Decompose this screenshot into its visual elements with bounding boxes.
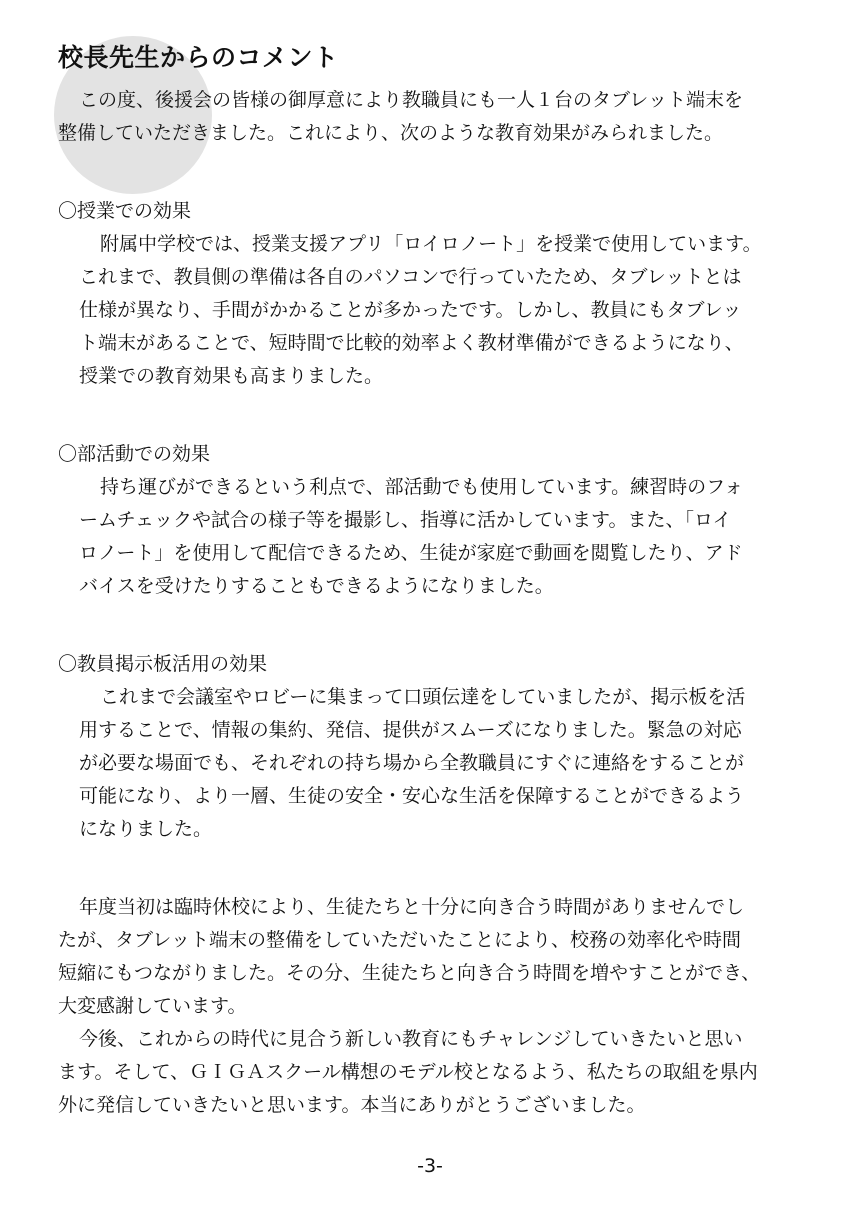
section-line: これまで、教員側の準備は各自のパソコンで行っていたため、タブレットとは (79, 266, 742, 288)
intro-line: 整備していただきました。これにより、次のような教育効果がみられました。 (58, 122, 724, 144)
section-line: ロノート」を使用して配信できるため、生徒が家庭で動画を閲覧したり、アド (79, 542, 743, 564)
closing-line: 大変感謝しています。 (58, 995, 247, 1017)
section-bulletin-board (58, 648, 814, 846)
section-heading: 〇部活動での効果 (58, 443, 211, 465)
closing-line: 外に発信していきたいと思います。本当にありがとうございました。 (58, 1094, 646, 1116)
section-line: ト端末があることで、短時間で比較的効率よく教材準備ができるようになり、 (79, 332, 744, 354)
section-line: 授業での教育効果も高まりました。 (79, 365, 384, 387)
section-line: これまで会議室やロビーに集まって口頭伝達をしていましたが、掲示板を活 (100, 686, 746, 708)
section-line: 用することで、情報の集約、発信、提供がスムーズになりました。緊急の対応 (79, 719, 742, 741)
intro-paragraph (58, 84, 814, 150)
closing-line: ます。そして、ＧＩＧＡスクール構想のモデル校となるよう、私たちの取組を県内 (58, 1061, 758, 1083)
section-line: 附属中学校では、授業支援アプリ「ロイロノート」を授業で使用しています。 (100, 233, 762, 255)
closing-paragraph (58, 1023, 814, 1122)
section-heading: 〇授業での効果 (58, 200, 192, 222)
section-line: ームチェックや試合の様子等を撮影し、指導に活かしています。また、「ロイ (79, 509, 732, 531)
closing-line: たが、タブレット端末の整備をしていただいたことにより、校務の効率化や時間 (58, 929, 742, 951)
section-line: バイスを受けたりすることもできるようになりました。 (79, 575, 554, 597)
closing-line: 短縮にもつながりました。その分、生徒たちと向き合う時間を増やすことができ、 (58, 962, 761, 984)
page-title: 校長先生からのコメント (58, 43, 339, 72)
section-line: になりました。 (79, 818, 213, 840)
section-heading: 〇教員掲示板活用の効果 (58, 653, 268, 675)
section-club-activities (58, 438, 814, 603)
page-number: -3- (417, 1155, 443, 1177)
closing-paragraph (58, 891, 814, 1023)
intro-line: この度、後援会の皆様の御厚意により教職員にも一人１台のタブレット端末を (79, 89, 744, 111)
section-line: 可能になり、より一層、生徒の安全・安心な生活を保障することができるよう (79, 785, 745, 807)
section-line: 仕様が異なり、手間がかかることが多かったです。しかし、教員にもタブレッ (79, 299, 742, 321)
section-line: が必要な場面でも、それぞれの持ち場から全教職員にすぐに連絡をすることが (79, 752, 745, 774)
section-line: 持ち運びができるという利点で、部活動でも使用しています。練習時のフォ (100, 476, 744, 498)
closing-line: 今後、これからの時代に見合う新しい教育にもチャレンジしていきたいと思い (79, 1028, 743, 1050)
section-lessons (58, 195, 814, 393)
document-body (58, 84, 814, 1122)
closing-line: 年度当初は臨時休校により、生徒たちと十分に向き合う時間がありませんでし (79, 896, 745, 918)
